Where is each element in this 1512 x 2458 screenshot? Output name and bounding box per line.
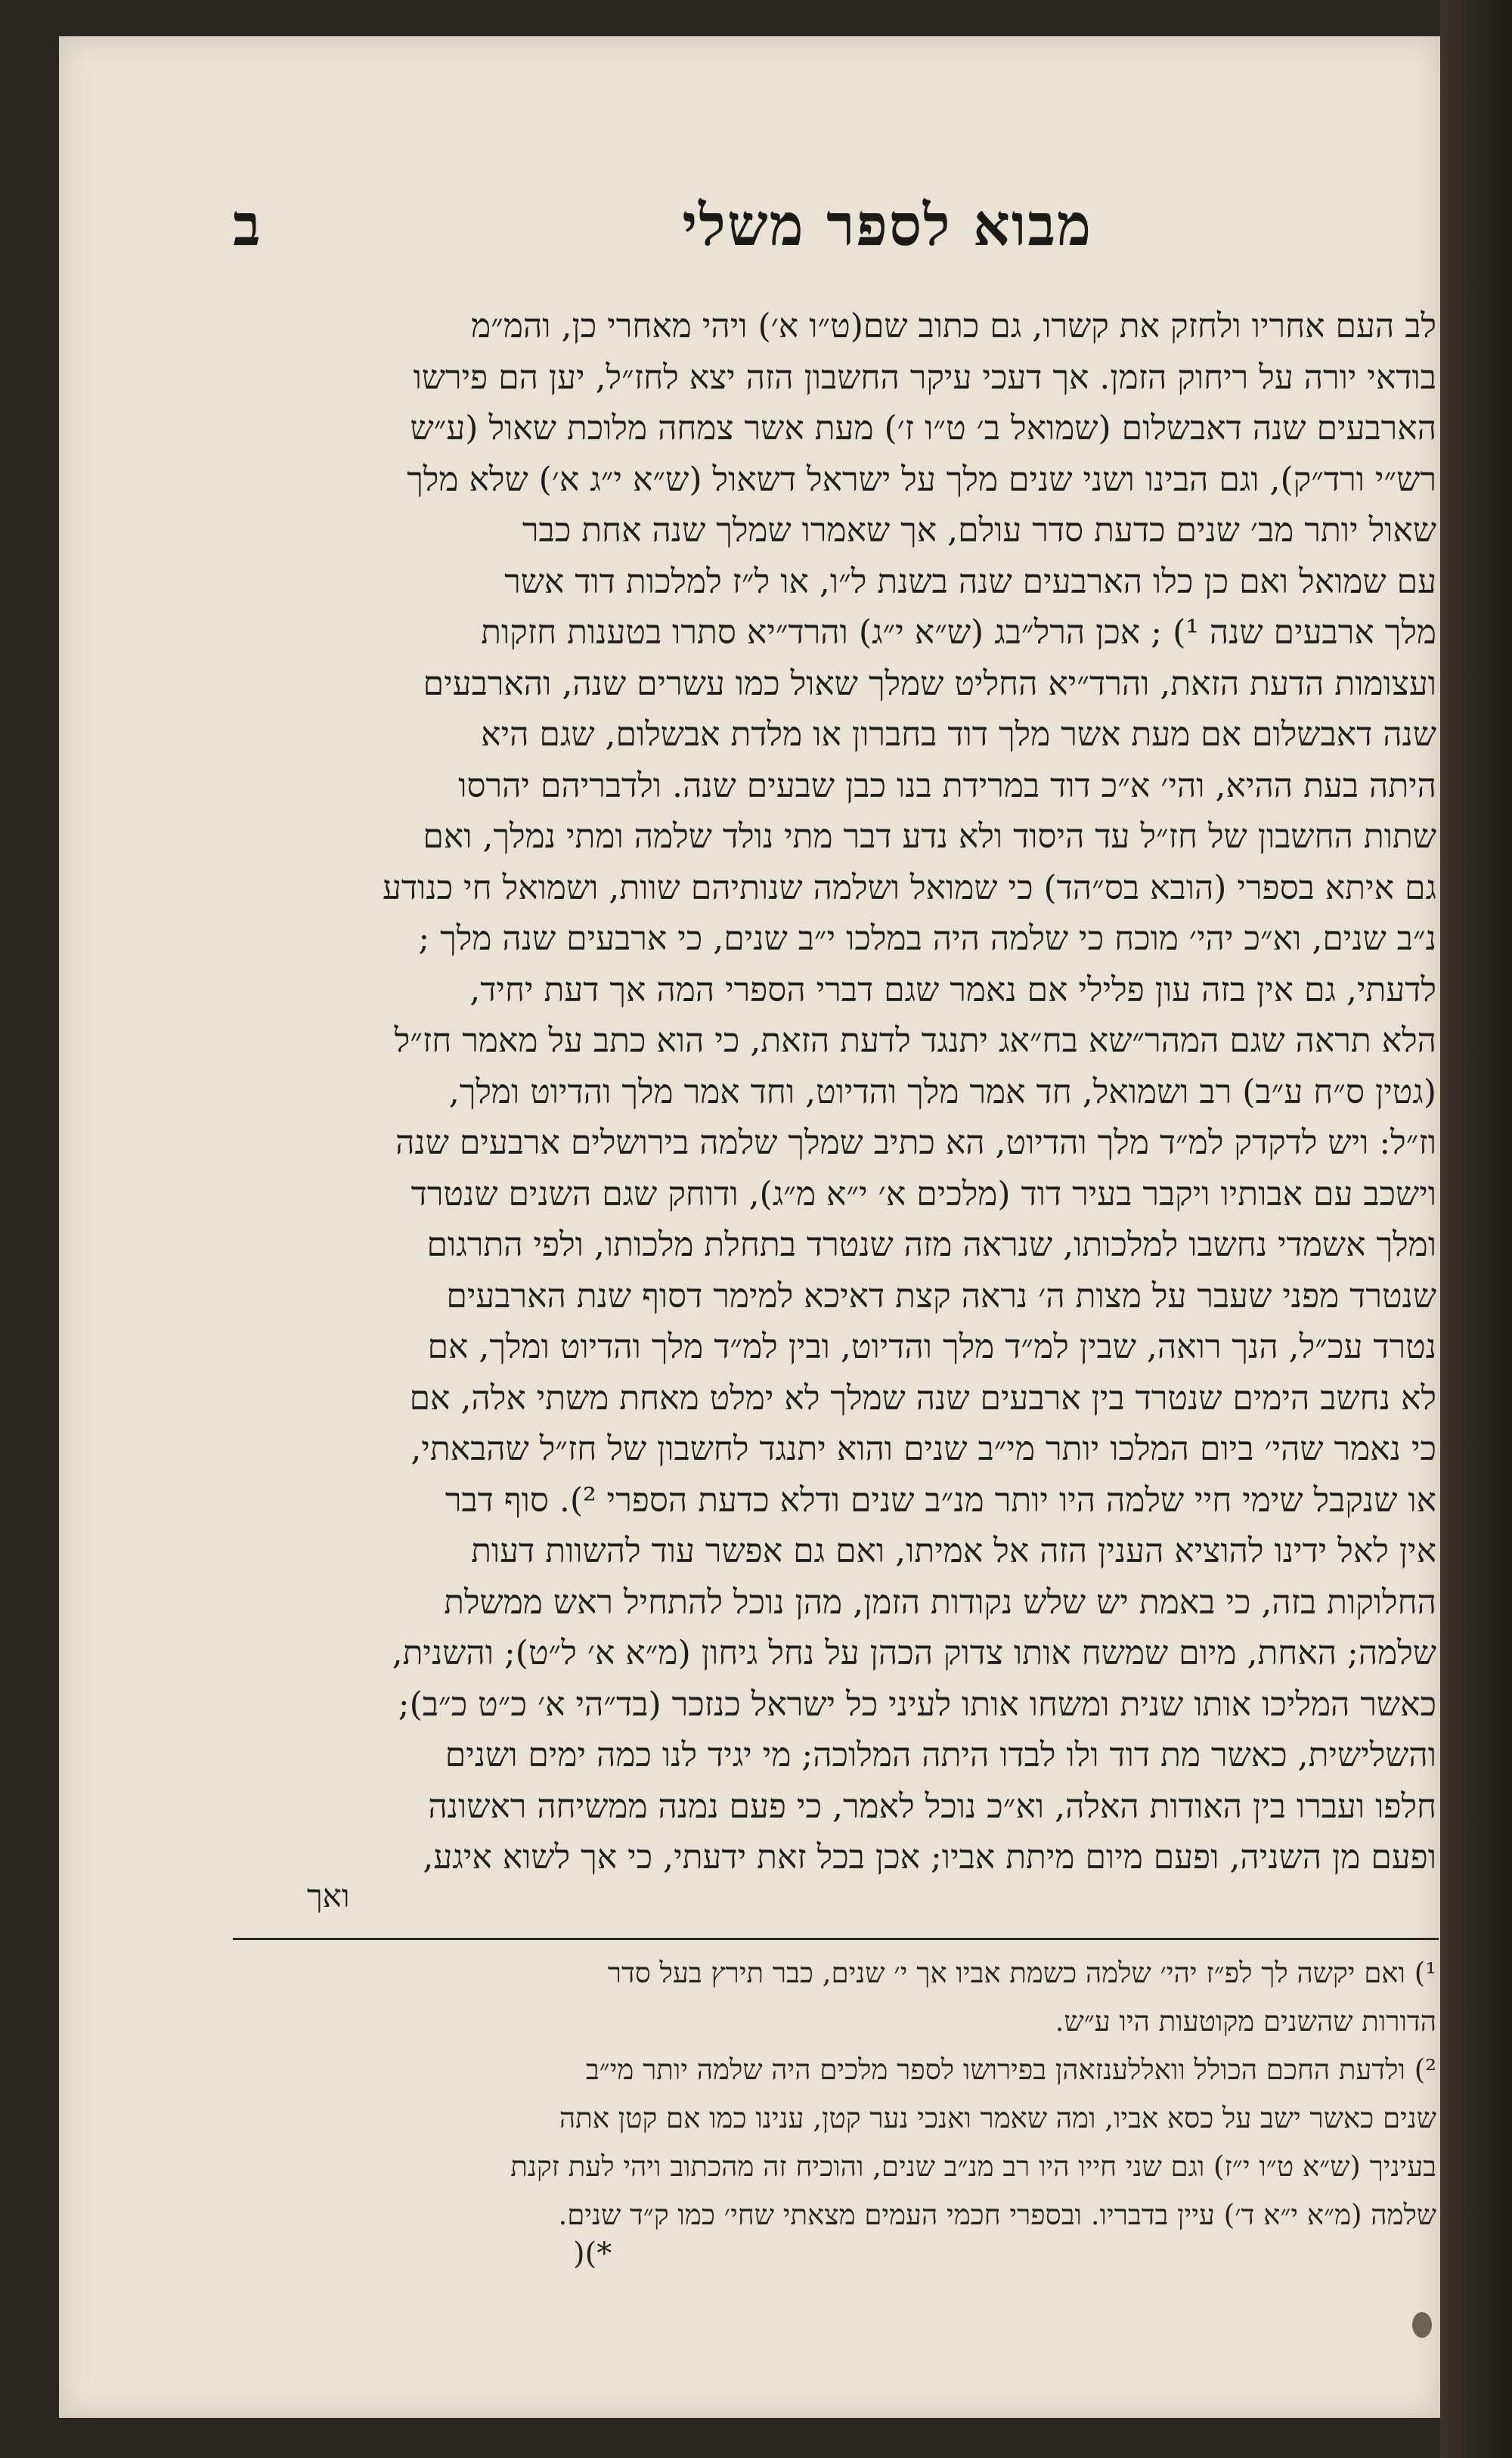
text-line: נ״ב שנים, וא״כ יהי׳ מוכח כי שלמה היה במלכו י״ב שנים, כי ארבעים שנה מלך ; xyxy=(418,919,1436,958)
text-line: ומלך אשמדי נחשבו למלכותו, שנראה מזה שנטרד בתחלת מלכותו, ולפי התרגום xyxy=(426,1226,1436,1264)
ink-stain xyxy=(1412,2312,1432,2338)
text-line: היתה בעת ההיא, והי׳ א״כ דוד במרידת בנו כבן שבעים שנה. ולדבריהם יהרסו xyxy=(458,766,1436,805)
text-line: שתות החשבון של חז״ל עד היסוד ולא נדע דבר מתי נולד שלמה ומתי נמלך, ואם xyxy=(423,817,1436,856)
text-line: רש״י ורד״ק), וגם הבינו ושני שנים מלך על ישראל דשאול (ש״א י״ג א׳) שלא מלך xyxy=(407,460,1436,499)
text-line: החלוקות בזה, כי באמת יש שלש נקודות הזמן, מהן נוכל להתחיל ראש ממשלת xyxy=(444,1582,1436,1622)
text-line: לב העם אחריו ולחזק את קשרו, גם כתוב שם(ט״ו א׳) ויהי מאחרי כן, והמ״מ xyxy=(471,307,1436,346)
text-line: וז״ל: ויש לדקדק למ״ד מלך והדיוט, הא כתיב שמלך שלמה בירושלים ארבעים שנה xyxy=(395,1124,1436,1162)
text-line: או שנקבל שימי חיי שלמה היו יותר מנ״ב שנים ודלא כדעת הספרי ²). סוף דבר xyxy=(445,1480,1436,1520)
text-line: מלך ארבעים שנה ¹) ; אכן הרל״בג (ש״א י״ג) והרד״יא סתרו בטענות חזקות xyxy=(481,613,1436,652)
page-number: ב xyxy=(233,191,261,259)
page-header xyxy=(59,191,1440,274)
text-line: לדעתי, גם אין בזה עון פלילי אם נאמר שגם דברי הספרי המה אך דעת יחיד, xyxy=(469,970,1436,1009)
catchword: ואך xyxy=(307,1877,350,1914)
text-line: ועצומות הדעת הזאת, והרד״יא החליט שמלך שאול כמו עשרים שנה, והארבעים xyxy=(423,664,1436,703)
text-line: והשלישית, כאשר מת דוד ולו לבדו היתה המלוכה; מי יגיד לנו כמה ימים ושנים xyxy=(445,1736,1436,1775)
text-line: בודאי יורה על ריחוק הזמן. אך דעכי עיקר החשבון הזה יצא לחז״ל, יען הם פירשו xyxy=(413,358,1436,397)
text-line: עם שמואל ואם כן כלו הארבעים שנה בשנת ל״ו, או ל״ז למלכות דוד אשר xyxy=(504,562,1436,601)
text-line: כי נאמר שהי׳ ביום המלכו יותר מי״ב שנים והוא יתנגד לחשבון של חז״ל שהבאתי, xyxy=(411,1430,1436,1468)
running-title: מבוא לספר משלי xyxy=(682,191,1092,259)
text-line: אין לאל ידינו להוציא הענין הזה אל אמיתו, ואם גם אפשר עוד להשוות דעות xyxy=(471,1532,1436,1570)
footnote-line: ¹) ואם יקשה לך לפ״ז יהי׳ שלמה כשמת אביו אך י׳ שנים, כבר תירץ בעל סדר xyxy=(607,1957,1436,1989)
text-line: (גטין ס״ח ע״ב) רב ושמואל, חד אמר מלך והדיוט, וחד אמר מלך והדיוט ומלך, xyxy=(448,1072,1436,1111)
text-line: חלפו ועברו בין האודות האלה, וא״כ נוכל לאמר, כי פעם נמנה ממשיחה ראשונה xyxy=(428,1787,1436,1826)
footnote-line: שלמה (מ״א י״א ד׳) עיין בדבריו. ובספרי חכמי העמים מצאתי שחי׳ כמו ק״ד שנים. xyxy=(558,2199,1436,2231)
text-line: וישכב עם אבותיו ויקבר בעיר דוד (מלכים א׳ י״א מ״ג), ודוחק שגם השנים שנטרד xyxy=(411,1174,1436,1214)
footnotes xyxy=(234,1949,1436,2239)
printer-signature-mark: *)( xyxy=(573,2236,612,2271)
footnote-line: שנים כאשר ישב על כסא אביו, ומה שאמר ואנכי נער קטן, ענינו כמו אם קטן אתה xyxy=(559,2102,1436,2134)
text-line: הארבעים שנה דאבשלום (שמואל ב׳ ט״ו ז׳) מעת אשר צמחה מלוכת שאול (ע״ש xyxy=(410,409,1436,448)
text-line: שלמה; האחת, מיום שמשח אותו צדוק הכהן על נחל גיחון (מ״א א׳ ל״ט); והשנית, xyxy=(392,1634,1436,1672)
text-line: הלא תראה שגם המהר״שא בח״אג יתנגד לדעת הזאת, כי הוא כתב על מאמר חז״ל xyxy=(394,1021,1436,1060)
text-line: שנה דאבשלום אם מעת אשר מלך דוד בחברון או מלדת אבשלום, שגם היא xyxy=(481,715,1436,754)
text-line: שנטרד מפני שעבר על מצות ה׳ נראה קצת דאיכא למימר דסוף שנת הארבעים xyxy=(446,1276,1436,1316)
footnote-line: ²) ולדעת החכם הכולל וואללענזאהן בפירושו לספר מלכים היה שלמה יותר מי״ב xyxy=(585,2053,1436,2086)
book-spine xyxy=(1440,0,1512,2458)
text-line: כאשר המליכו אותו שנית ומשחו אותו לעיני כל ישראל כנזכר (בד״הי א׳ כ״ט כ״ב); xyxy=(398,1685,1436,1724)
text-line: לא נחשב הימים שנטרד בין ארבעים שנה שמלך לא ימלט מאחת משתי אלה, אם xyxy=(409,1378,1436,1418)
book-page xyxy=(59,36,1440,2418)
text-line: ופעם מן השניה, ופעם מיום מיתת אביו; אכן בכל זאת ידעתי, כי אך לשוא איגע, xyxy=(423,1838,1436,1877)
footnote-line: הדורות שהשנים מקוטעות היו ע״ש. xyxy=(1055,2005,1436,2038)
text-line: גם איתא בספרי (הובא בס״הד) כי שמואל ושלמה שנותיהם שוות, ושמואל חי כנודע xyxy=(382,868,1436,907)
main-text xyxy=(234,301,1436,1883)
footnote-divider xyxy=(233,1938,1439,1940)
text-line: נטרד עכ״ל, הנך רואה, שבין למ״ד מלך והדיוט, ובין למ״ד מלך והדיוט ומלך, אם xyxy=(427,1328,1436,1366)
footnote-line: בעיניך (ש״א ט״ו י״ז) וגם שני חייו היו רב מנ״ב שנים, והוכיח זה מהכתוב ויהי לעת זקנת xyxy=(510,2150,1436,2183)
text-line: שאול יותר מב׳ שנים כדעת סדר עולם, אך שאמרו שמלך שנה אחת כבר xyxy=(522,511,1436,550)
